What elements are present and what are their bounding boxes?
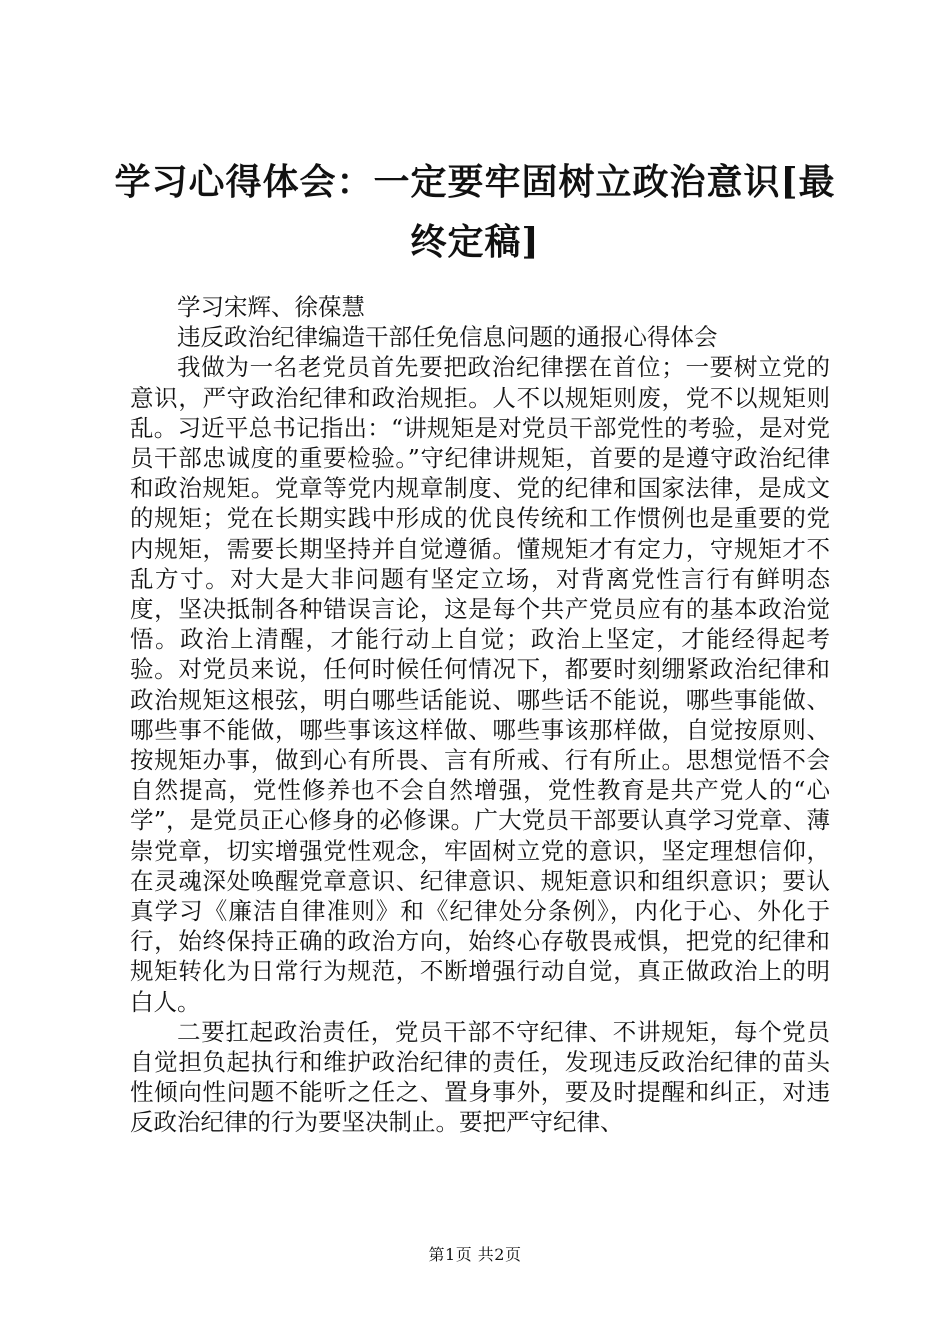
title-line-2: 终定稿] xyxy=(410,221,540,263)
paragraph-subject: 学习宋辉、徐葆慧 xyxy=(177,293,365,321)
title-line-1: 学习心得体会：一定要牢固树立政治意识[最 xyxy=(114,161,836,203)
page-footer: 第1页 共2页 xyxy=(428,1245,522,1264)
document-title xyxy=(100,152,850,272)
paragraph-main-2: 二要扛起政治责任，党员干部不守纪律、不讲规矩，每个党员自觉担负起执行和维护政治纪律的责任，发现违反政治纪律的苗头性倾向性问题不能听之任之、置身事外，要及时提醒和纠正，对违反政治纪律的行为要坚决制止。要把严守纪律、 xyxy=(130,1017,830,1137)
document-body xyxy=(130,292,830,1138)
paragraph-main-1: 我做为一名老党员首先要把政治纪律摆在首位；一要树立党的意识，严守政治纪律和政治规拒。人不以规矩则废，党不以规矩则乱。习近平总书记指出：“讲规矩是对党员干部党性的考验，是对党员干部忠诚度的重要检验。”守纪律讲规矩，首要的是遵守政治纪律和政治规矩。党章等党内规章制度、党的纪律和国家法律，是成文的规矩；党在长期实践中形成的优良传统和工作惯例也是重要的党内规矩，需要长期坚持并自觉遵循。懂规矩才有定力，守规矩才不乱方寸。对大是大非问题有坚定立场，对背离党性言行有鲜明态度，坚决抵制各种错误言论，这是每个共产党员应有的基本政治觉悟。政治上清醒，才能行动上自觉；政治上坚定，才能经得起考验。对党员来说，任何时候任何情况下，都要时刻绷紧政治纪律和政治规矩这根弦，明白哪些话能说、哪些话不能说，哪些事能做、哪些事不能做，哪些事该这样做、哪些事该那样做，自觉按原则、按规矩办事，做到心有所畏、言有所戒、行有所止。思想觉悟不会自然提高，党性修养也不会自然增强，党性教育是共产党人的“心学”，是党员正心修身的必修课。广大党员干部要认真学习党章、薄崇党章，切实增强党性观念，牢固树立党的意识，坚定理想信仰，在灵魂深处唤醒党章意识、纪律意识、规矩意识和组织意识；要认真学习《廉洁自律准则》和《纪律处分条例》，内化于心、外化于行，始终保持正确的政治方向，始终心存敬畏戒惧，把党的纪律和规矩转化为日常行为规范，不断增强行动自觉，真正做政治上的明白人。 xyxy=(130,353,830,1016)
paragraph-subtitle: 违反政治纪律编造干部任免信息问题的通报心得体会 xyxy=(177,323,718,352)
